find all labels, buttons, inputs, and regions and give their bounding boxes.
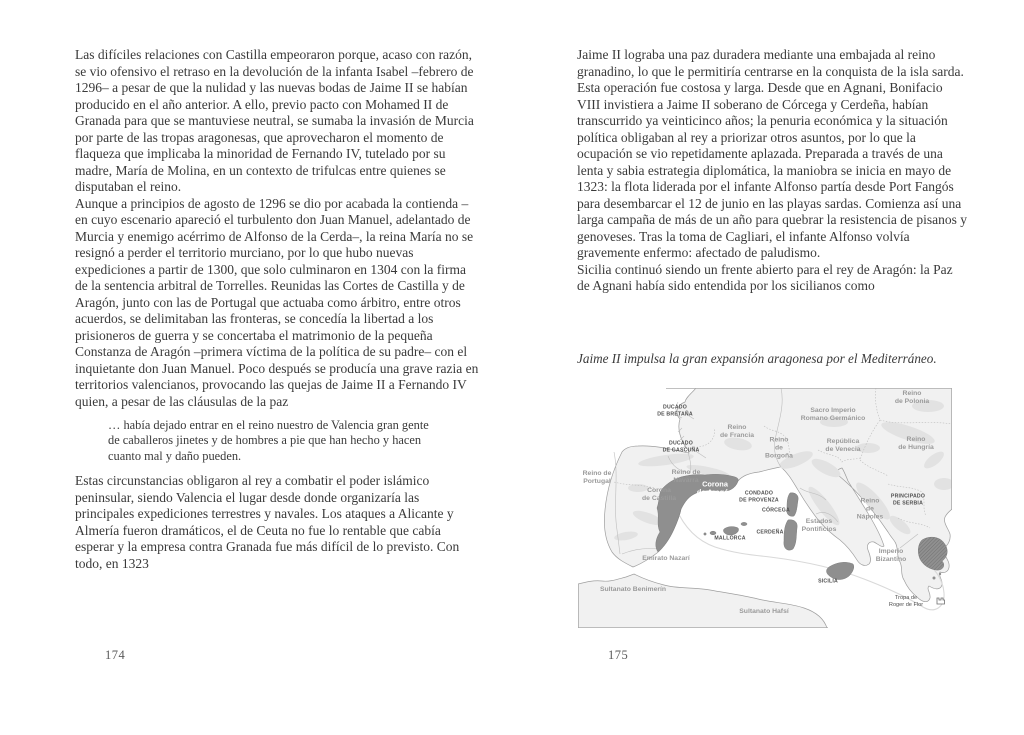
- map-label: Reino de Navarra: [671, 469, 701, 484]
- map-label: Emirato Nazarí: [642, 555, 690, 563]
- map-label: Reino de Portugal: [582, 470, 612, 485]
- page-number: 174: [105, 648, 126, 662]
- page-number: 175: [608, 648, 629, 662]
- map-label: Corona de Castilla: [642, 487, 676, 502]
- paragraph: Estas circunstancias obligaron al rey a combatir el poder islámico peninsular, siendo Valencia el lugar desde donde organizaría las principales expediciones terrestres y navales. Los ataques a Alicante y Almería fueron dramáticos, el de Ceuta no fue lo rentable que cabía esperar y la empresa contra Granada fue más difícil de lo previsto. Con todo, en 1323: [75, 473, 460, 571]
- map-label: MALLORCA: [714, 535, 746, 542]
- map-label: CÓRCEGA: [762, 507, 790, 514]
- map-label: Sacro Imperio Romano Germánico: [800, 407, 866, 422]
- map-label: Reino de Borgoña: [765, 436, 793, 459]
- mediterranean-map: [578, 388, 952, 628]
- map-label: DUCADO DE BRETAÑA: [657, 404, 693, 417]
- map-label: Tropa de Roger de Flor: [888, 595, 924, 608]
- map-label: Reino de Nápoles: [856, 497, 884, 520]
- map-label: Imperio Bizantino: [875, 548, 907, 563]
- map-label: CONDADO DE PROVENZA: [739, 490, 779, 503]
- map-label: SICILIA: [818, 578, 838, 585]
- map-graphic: [578, 388, 952, 628]
- map-label: República de Venecia: [825, 438, 861, 453]
- paragraph: Sicilia continuó siendo un frente abierto para el rey de Aragón: la Paz de Agnani había sido entendida por los sicilianos como: [577, 261, 953, 293]
- paragraph: Las difíciles relaciones con Castilla empeoraron porque, acaso con razón, se vio ofensivo el retraso en la devolución de la infanta Isabel –febrero de 1296– a pesar de que la nulidad y las nuevas bodas de Jaime II se habían producido en el año anterior. A ello, previo pacto con Mohamed II de Granada para que se mantuviese neutral, se sumaba la invasión de Murcia por parte de las tropas aragonesas, que aprovecharon el momento de flaqueza que implicaba la minoridad de Fernando IV, tutelado por su madre, María de Molina, en un contexto de trifulcas entre quienes se disputaban el reino.: [75, 47, 474, 194]
- map-label: Corona de Aragón: [696, 479, 734, 497]
- map-label: Reino de Polonia: [894, 390, 930, 405]
- map-label: Sultanato Hafsí: [739, 608, 789, 616]
- paragraph: Jaime II lograba una paz duradera mediante una embajada al reino granadino, lo que le permitiría centrarse en la conquista de la isla sarda. Esta operación fue costosa y larga. Desde que en Agnani, Bonifacio VIII invistiera a Jaime II soberano de Córcega y Cerdeña, habían transcurrido ya veinticinco años; la penuria económica y la situación política obligaban al rey a priorizar otros asuntos, por lo que la ocupación se vio repetidamente aplazada. Preparada a través de una lenta y sabia estrategia diplomática, la maniobra se inicia en mayo de 1323: la flota liderada por el infante Alfonso partía desde Port Fangós para desembarcar el 12 de junio en las playas sardas. Comienza así una larga campaña de más de un año para quebrar la resistencia de pisanos y genoveses. Tras la toma de Cagliari, el infante Alfonso volvía gravemente enfermo: afectado de paludismo.: [577, 47, 967, 260]
- map-label: Reino de Hungría: [898, 436, 934, 451]
- paragraph: Aunque a principios de agosto de 1296 se dio por acabada la contienda –en cuyo escenario apareció el turbulento don Juan Manuel, adelantado de Murcia y enemigo acérrimo de Alfonso de la Cerda–, la reina María no se resignó a perder el territorio murciano, por lo que hubo nuevas expediciones a partir de 1300, que solo culminaron en 1304 con la firma de la sentencia arbitral de Torrelles. Reunidas las Cortes de Castilla y de Aragón, junto con las de Portugal que actuaba como árbitro, entre otros acuerdos, se delimitaban las fronteras, se concedía la libertad a los prisioneros de guerra y se concertaba el matrimonio de la pequeña Constanza de Aragón –primera víctima de la política de su padre– con el inquietante don Juan Manuel. Poco después se producía una grave razia en territorios valencianos, provocando las quejas de Jaime II a Fernando IV quien, a pesar de las cláusulas de la paz: [75, 195, 479, 409]
- map-label: PRINCIPADO DE SERBIA: [890, 493, 926, 506]
- map-label: DUCADO DE GASCUÑA: [662, 440, 700, 453]
- map-label: Estados Pontificios: [801, 518, 837, 533]
- map-label: Sultanato Benimerín: [599, 586, 667, 594]
- block-quote: … había dejado entrar en el reino nuestro de Valencia gran gente de caballeros jinetes y de hombres a pie que han hecho y hacen cuanto mal y daño pueden.: [108, 418, 429, 463]
- left-page: [75, 47, 480, 572]
- map-label: CERDEÑA: [756, 529, 784, 536]
- fortress-icon: [937, 598, 945, 604]
- map-caption: Jaime II impulsa la gran expansión aragonesa por el Mediterráneo.: [577, 351, 937, 366]
- map-label: Reino de Francia: [720, 424, 754, 439]
- right-page: [577, 47, 967, 295]
